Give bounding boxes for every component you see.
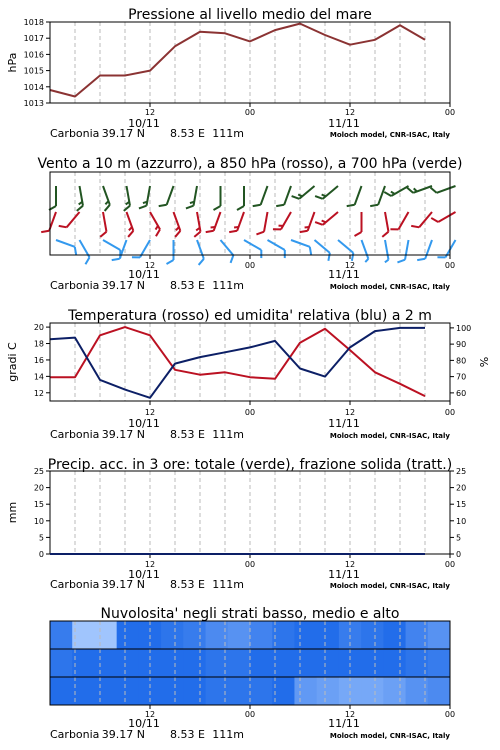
wind-barb-flag (256, 230, 264, 235)
wind-credit: Moloch model, CNR-ISAC, Italy (329, 283, 450, 291)
wind-barb (214, 186, 221, 210)
humidity-line (50, 328, 425, 398)
temperature_humidity-grid (75, 323, 425, 401)
cloud-cell (317, 677, 340, 706)
pressure-y-tick-label: 1013 (23, 99, 44, 108)
wind-barb-flag (237, 206, 244, 210)
cloud-cell (383, 677, 406, 706)
wind-barb-flag (355, 232, 362, 236)
wind-barb-flag (83, 257, 91, 264)
wind-barb-shaft (221, 240, 234, 255)
wind-barb-shaft (425, 240, 432, 259)
wind-barb (256, 211, 267, 236)
precipitation-y-tick-label-right: 20 (456, 483, 467, 493)
precipitation-y-tick-label: 15 (33, 500, 44, 510)
wind-location-name: Carbonia (50, 279, 100, 292)
wind-barb-flag (167, 260, 174, 264)
wind-barb-flag (59, 223, 67, 231)
pressure-location-lon: 8.53 E (170, 127, 205, 140)
pressure-date-label: 10/11 (128, 117, 160, 130)
wind-barb-flag (41, 228, 49, 234)
wind-barb (41, 210, 56, 235)
wind-barb-flag (72, 247, 78, 255)
cloud-cell (228, 649, 251, 678)
wind-barb (215, 240, 236, 263)
temperature-humidity-panel (6, 308, 491, 441)
precipitation-y-tick-label: 0 (38, 550, 44, 559)
cloud-cell (250, 621, 273, 650)
wind-barb (378, 212, 389, 237)
temperature_humidity-y-tick-label-right: 60 (456, 388, 467, 398)
wind-barb-flag (258, 250, 265, 258)
wind-barb (347, 184, 362, 209)
temperature_humidity-x-tick-label: 12 (144, 408, 156, 417)
wind-barb-shaft (67, 212, 80, 227)
cloud-cell (161, 649, 184, 678)
pressure-x-tick-label: 12 (144, 108, 156, 117)
wind-barb (397, 239, 408, 264)
cloud-cell (428, 649, 451, 678)
wind-barb-shaft (437, 186, 456, 193)
wind-barb (186, 185, 197, 210)
wind-barb (390, 209, 408, 233)
wind-barb-flag (100, 232, 108, 237)
wind-barb (431, 179, 456, 194)
temperature_humidity-location-name: Carbonia (50, 428, 100, 441)
wind-location-alt: 111m (212, 279, 244, 292)
wind-barb (73, 186, 84, 211)
wind-barb-flag (103, 205, 111, 211)
wind-barb-flag (370, 202, 378, 208)
wind-barb (167, 212, 182, 237)
temperature_humidity-x-tick-label: 00 (444, 408, 456, 417)
cloud-cell (361, 677, 384, 706)
wind-barb-shaft (284, 186, 291, 205)
clouds-credit: Moloch model, CNR-ISAC, Italy (329, 732, 450, 740)
pressure-date-label: 11/11 (328, 117, 360, 130)
pressure-credit: Moloch model, CNR-ISAC, Italy (329, 131, 450, 139)
wind-barb-shaft (338, 240, 353, 253)
precipitation-y-tick-label-right: 0 (456, 550, 462, 559)
wind-barb (159, 184, 174, 209)
wind-barb-flag (325, 253, 333, 261)
wind-barb-flag (228, 255, 236, 263)
clouds-location-alt: 111m (212, 728, 244, 741)
wind-barb (237, 186, 244, 210)
clouds-date-label: 11/11 (328, 717, 360, 730)
wind-barb (96, 212, 107, 237)
wind-level-2 (49, 179, 456, 211)
wind-x-tick-label: 00 (444, 261, 456, 270)
cloud-cell (228, 677, 251, 706)
clouds-location-name: Carbonia (50, 728, 100, 741)
wind-barb-flag (273, 226, 281, 233)
wind-barb-shaft (261, 186, 268, 205)
clouds-date-label: 10/11 (128, 717, 160, 730)
pressure-location-alt: 111m (212, 127, 244, 140)
temperature_humidity-y-tick-label: 12 (33, 388, 44, 398)
wind-barb (289, 240, 314, 255)
pressure-x-tick-label: 00 (244, 108, 256, 117)
wind-barb (120, 212, 135, 237)
wind-barb-flag (431, 186, 437, 194)
wind-barb-flag (206, 228, 214, 234)
wind-barb (253, 184, 268, 209)
temperature_humidity-y-tick-label: 14 (33, 372, 44, 382)
wind-barb (431, 206, 455, 224)
temperature_humidity-credit: Moloch model, CNR-ISAC, Italy (329, 432, 450, 440)
wind-barb (229, 210, 244, 235)
temperature_humidity-date-label: 11/11 (328, 417, 360, 430)
wind-barb-flag (139, 204, 147, 209)
precipitation-date-label: 10/11 (128, 568, 160, 581)
wind-barb (132, 237, 150, 261)
precipitation-location-alt: 111m (212, 578, 244, 591)
temperature_humidity-y-tick-label-right: 70 (456, 372, 467, 382)
cloud-cell (72, 649, 95, 678)
temperature_humidity-y-tick-label: 20 (33, 323, 44, 333)
temperature_humidity-y-tick-label: 16 (33, 355, 44, 365)
wind-barb (167, 240, 174, 264)
precipitation-y-tick-label: 25 (33, 467, 44, 476)
wind-barb-shaft (103, 240, 120, 250)
cloud-cell (117, 677, 140, 706)
temperature_humidity-title: Temperatura (rosso) ed umidita' relativa (blu) a 2 m (68, 308, 432, 324)
pressure-y-tick-label: 1018 (23, 18, 44, 27)
cloud-cell (272, 621, 295, 650)
cloud-cell (428, 621, 451, 650)
pressure-y-tick-label: 1017 (23, 34, 44, 44)
pressure-y-tick-label: 1015 (23, 66, 44, 76)
cloud-cell (183, 621, 206, 650)
wind-barb-flag (112, 256, 120, 262)
wind-barb-flag (300, 228, 308, 234)
cloud-cell (317, 649, 340, 678)
cloud-cell (294, 677, 317, 706)
precipitation-y-tick-label-right: 10 (456, 516, 467, 526)
wind-barb (273, 209, 291, 233)
cloud-cell (294, 621, 317, 650)
cloud-cell (117, 621, 140, 650)
wind-barb-flag (154, 229, 162, 236)
temperature_humidity-y-tick-label-right: 90 (456, 340, 467, 350)
cloud-cell (428, 677, 451, 706)
pressure-y-tick-label: 1016 (23, 50, 44, 60)
wind-barb-shaft (385, 240, 388, 260)
cloud-cell (294, 649, 317, 678)
wind-date-label: 10/11 (128, 268, 160, 281)
cloud-cell (94, 621, 117, 650)
clouds-location-lon: 8.53 E (170, 728, 205, 741)
cloud-cell (250, 649, 273, 678)
precipitation-y-tick-label: 5 (38, 533, 44, 543)
wind-location-lat: 39.17 N (101, 279, 145, 292)
clouds-location-lat: 39.17 N (101, 728, 145, 741)
pressure-location-lat: 39.17 N (101, 127, 145, 140)
cloud-cell (94, 677, 117, 706)
cloud-cell (94, 649, 117, 678)
precipitation-y-tick-label-right: 5 (456, 533, 462, 543)
precipitation-y-tick-label-right: 25 (456, 467, 467, 476)
wind-barb-half-flag (385, 260, 389, 263)
temperature-ylabel: gradi C (6, 342, 19, 382)
temperature_humidity-location-alt: 111m (212, 428, 244, 441)
precipitation-y-tick-label-right: 15 (456, 500, 467, 510)
cloud-cell (50, 677, 73, 706)
wind-barb-flag (390, 226, 398, 233)
wind-panel (37, 156, 462, 292)
wind-barb (411, 208, 432, 231)
temperature_humidity-location-lat: 39.17 N (101, 428, 145, 441)
temperature_humidity-y-tick-label-right: 100 (456, 323, 472, 333)
wind-barb-flag (123, 206, 131, 211)
wind-barb (96, 186, 111, 211)
wind-barb-flag (253, 202, 261, 208)
wind-x-tick-label: 00 (244, 261, 256, 270)
temperature-line (50, 327, 425, 396)
wind-barb-flag (397, 258, 405, 263)
wind-barb-flag (384, 190, 391, 198)
clouds-x-tick-label: 12 (144, 710, 156, 719)
wind-barb-flag (411, 223, 419, 231)
wind-barb-shaft (103, 212, 106, 232)
precipitation-credit: Moloch model, CNR-ISAC, Italy (329, 582, 450, 590)
cloud-cell (183, 649, 206, 678)
wind-barb-flag (382, 232, 390, 237)
cloud-cell (50, 649, 73, 678)
cloud-cell (272, 649, 295, 678)
wind-barb-shaft (264, 212, 267, 232)
pressure-line (50, 24, 425, 97)
wind-barb-flag (417, 256, 425, 262)
wind-barb-flag (76, 206, 84, 211)
precipitation-ylabel: mm (6, 501, 19, 524)
wind-barb (355, 212, 362, 236)
cloud-cell (383, 621, 406, 650)
pressure-x-tick-label: 00 (444, 108, 456, 117)
wind-barb-flag (315, 219, 323, 227)
precipitation-x-tick-label: 12 (144, 560, 156, 569)
wind-barb-shaft (268, 240, 285, 250)
precipitation-panel (6, 457, 466, 591)
wind-x-tick-label: 12 (344, 261, 356, 270)
wind-level-1 (41, 206, 455, 237)
cloud-cell (228, 621, 251, 650)
precipitation-date-label: 11/11 (328, 568, 360, 581)
temperature_humidity-date-label: 10/11 (128, 417, 160, 430)
wind-barb-shaft (244, 240, 261, 250)
wind-barb (334, 240, 357, 261)
pressure-ylabel: hPa (6, 52, 19, 73)
cloud-cell (161, 677, 184, 706)
wind-barb-shaft (378, 186, 385, 205)
precipitation-title: Precip. acc. in 3 ore: totale (verde), frazione solida (tratt.) (47, 457, 453, 473)
temperature_humidity-location-lon: 8.53 E (170, 428, 205, 441)
cloud-cell (72, 621, 95, 650)
wind-barb (310, 240, 333, 261)
wind-barb-flag (229, 228, 237, 234)
pressure-panel (6, 7, 455, 140)
wind-barb (315, 207, 338, 228)
wind-barb (139, 185, 150, 210)
wind-barb-half-flag (365, 259, 369, 262)
clouds-panel (50, 606, 455, 741)
wind-barb-flag (292, 193, 300, 201)
cloud-cell (161, 621, 184, 650)
wind-barb-flag (407, 186, 413, 194)
precipitation-location-lat: 39.17 N (101, 578, 145, 591)
wind-barb (144, 212, 162, 236)
cloud-cell (117, 649, 140, 678)
cloud-cell (317, 621, 340, 650)
wind-barb (206, 210, 221, 235)
cloud-cell (272, 677, 295, 706)
wind-barb-flag (159, 202, 167, 208)
cloud-cell (72, 677, 95, 706)
wind-barb-flag (431, 216, 438, 224)
clouds-x-tick-label: 00 (244, 710, 256, 719)
wind-barb (381, 240, 389, 262)
cloud-cell (250, 677, 273, 706)
cloud-cell (361, 621, 384, 650)
wind-barb-flag (347, 202, 355, 208)
wind-barb-shaft (438, 212, 455, 222)
cloud-cell (361, 649, 384, 678)
wind-barb (300, 210, 315, 235)
pressure-y-tick-label: 1014 (23, 82, 44, 92)
cloud-cell (50, 621, 73, 650)
wind-barb (384, 180, 408, 198)
wind-barb (292, 181, 315, 202)
wind-barb-flag (186, 204, 194, 209)
wind-barb-flag (127, 231, 135, 237)
wind-date-label: 11/11 (328, 268, 360, 281)
pressure-grid (75, 22, 425, 103)
wind-barb-flag (214, 206, 221, 210)
clouds-x-tick-label: 12 (344, 710, 356, 719)
precipitation-x-tick-label: 12 (344, 560, 356, 569)
precipitation-location-name: Carbonia (50, 578, 100, 591)
pressure-location-name: Carbonia (50, 127, 100, 140)
precipitation-x-tick-label: 00 (244, 560, 256, 569)
wind-barb-flag (197, 259, 205, 265)
wind-x-tick-label: 12 (144, 261, 156, 270)
precipitation-y-tick-label: 20 (33, 483, 44, 493)
precipitation-grid (75, 471, 425, 554)
precipitation-y-tick-label: 10 (33, 516, 44, 526)
wind-barb (190, 240, 205, 265)
wind-barb (437, 237, 455, 261)
precipitation-x-tick-label: 00 (444, 560, 456, 569)
wind-barb (315, 181, 338, 202)
wind-barb-shaft (355, 186, 362, 205)
pressure-plot-border (50, 22, 450, 103)
wind-barb-shaft (167, 186, 174, 205)
wind-barb (358, 240, 369, 262)
wind-barb (370, 184, 385, 209)
wind-barb (276, 184, 291, 209)
wind-barb-shaft (362, 240, 369, 259)
wind-barb-flag (315, 193, 323, 201)
wind-barb (59, 208, 80, 231)
wind-barb-shaft (56, 240, 75, 247)
humidity-ylabel: % (478, 356, 491, 368)
temperature_humidity-y-tick-label-right: 80 (456, 356, 467, 366)
wind-barb-shaft (315, 240, 330, 253)
wind-location-lon: 8.53 E (170, 279, 205, 292)
wind-barb (407, 179, 432, 194)
wind-title: Vento a 10 m (azzurro), a 850 hPa (rosso), a 700 hPa (verde) (37, 156, 463, 172)
clouds-x-tick-label: 00 (444, 710, 456, 719)
pressure-x-tick-label: 12 (344, 108, 356, 117)
wind-barb-shaft (405, 240, 408, 260)
wind-barb-flag (307, 247, 313, 255)
wind-barb-flag (281, 250, 288, 258)
clouds-title: Nuvolosita' negli strati basso, medio e alto (100, 606, 400, 622)
precipitation-location-lon: 8.53 E (170, 578, 205, 591)
pressure-title: Pressione al livello medio del mare (128, 7, 372, 23)
temperature_humidity-x-tick-label: 12 (344, 408, 356, 417)
cloud-cell (383, 649, 406, 678)
wind-barb-flag (276, 202, 284, 208)
wind-barb-shaft (385, 212, 388, 232)
cloud-cell (183, 677, 206, 706)
temperature_humidity-y-tick-label: 18 (33, 339, 44, 349)
wind-barb-shaft (419, 212, 432, 227)
temperature_humidity-x-tick-label: 00 (244, 408, 256, 417)
